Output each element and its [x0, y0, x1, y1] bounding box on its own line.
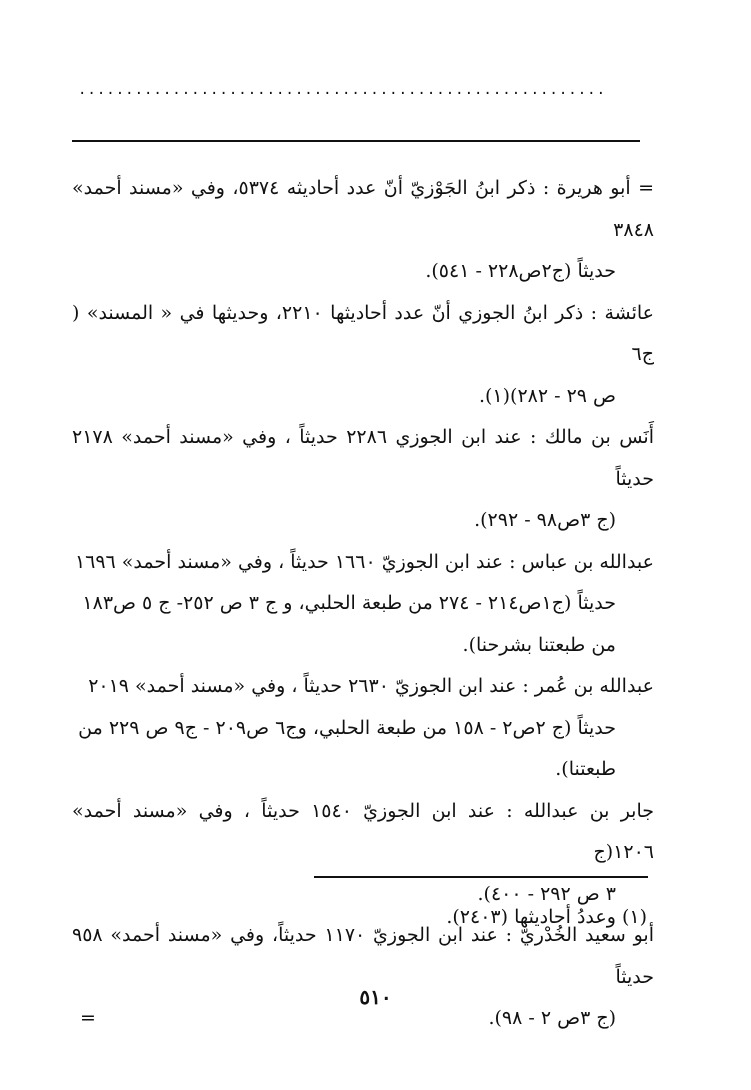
entry-line: من طبعتنا بشرحنا).	[462, 633, 616, 656]
entry-line: = أبو هريرة : ذكر ابنُ الجَوْزيّ أنّ عدد أحاديثه ٥٣٧٤، وفي «مسند أحمد» ٣٨٤٨	[72, 177, 654, 241]
entry-abu-said	[72, 915, 654, 1040]
leader-dots: ........................................................	[78, 82, 607, 98]
entry-line: عبدالله بن عُمر : عند ابن الجوزيّ ٢٦٣٠ حديثاً ، وفي «مسند أحمد» ٢٠١٩	[88, 675, 654, 697]
entry-abu-hurayra	[72, 168, 654, 293]
footnote-rule	[314, 876, 648, 878]
entry-line: حديثاً (ج١ص٢١٤ - ٢٧٤ من طبعة الحلبي، و ج ٣ ص ٢٥٢- ج ٥ ص١٨٣	[82, 592, 616, 614]
entry-jabir	[72, 791, 654, 916]
entry-anas	[72, 417, 654, 542]
entry-line: (ج ٣ص ٢ - ٩٨).	[488, 1007, 616, 1029]
entry-line: جابر بن عبدالله : عند ابن الجوزيّ ١٥٤٠ حديثاً ، وفي «مسند أحمد» ١٢٠٦(ج	[72, 799, 654, 863]
entry-line: ص ٢٩ - ٢٨٢)(١).	[478, 384, 616, 407]
entry-ibn-abbas	[72, 542, 654, 667]
page-number: ٥١٠	[359, 985, 392, 1009]
entry-line: (ج ٣ص٩٨ - ٢٩٢).	[474, 509, 616, 531]
entry-line: عبدالله بن عباس : عند ابن الجوزيّ ١٦٦٠ حديثاً ، وفي «مسند أحمد» ١٦٩٦	[74, 550, 654, 573]
entry-line: أبو سعيد الخُدْريّ : عند ابن الجوزيّ ١١٧٠ حديثاً، وفي «مسند أحمد» ٩٥٨ حديثاً	[72, 924, 654, 988]
footnote: (١) وعددُ أحاديثها (٢٤٠٣).	[446, 906, 647, 928]
entry-line: أَنَس بن مالك : عند ابن الجوزي ٢٢٨٦ حديثاً ، وفي «مسند أحمد» ٢١٧٨ حديثاً	[72, 426, 654, 490]
entry-line: ٣ ص ٢٩٢ - ٤٠٠).	[477, 882, 616, 905]
entry-ibn-umar	[72, 666, 654, 791]
header-rule	[72, 140, 640, 142]
entry-aisha	[72, 293, 654, 418]
entry-line: طبعتنا).	[555, 758, 616, 780]
entry-line: عائشة : ذكر ابنُ الجوزي أنّ عدد أحاديثها ٢٢١٠، وحديثها في « المسند» ( ج٦	[72, 301, 655, 365]
continuation-mark: =	[80, 1007, 96, 1029]
entry-line: حديثاً (ج٢ص٢٢٨ - ٥٤١).	[425, 260, 616, 282]
entry-line: حديثاً (ج ٢ص٢ - ١٥٨ من طبعة الحلبي، وج٦ ص٢٠٩ - ج٩ ص ٢٢٩ من	[78, 716, 616, 739]
